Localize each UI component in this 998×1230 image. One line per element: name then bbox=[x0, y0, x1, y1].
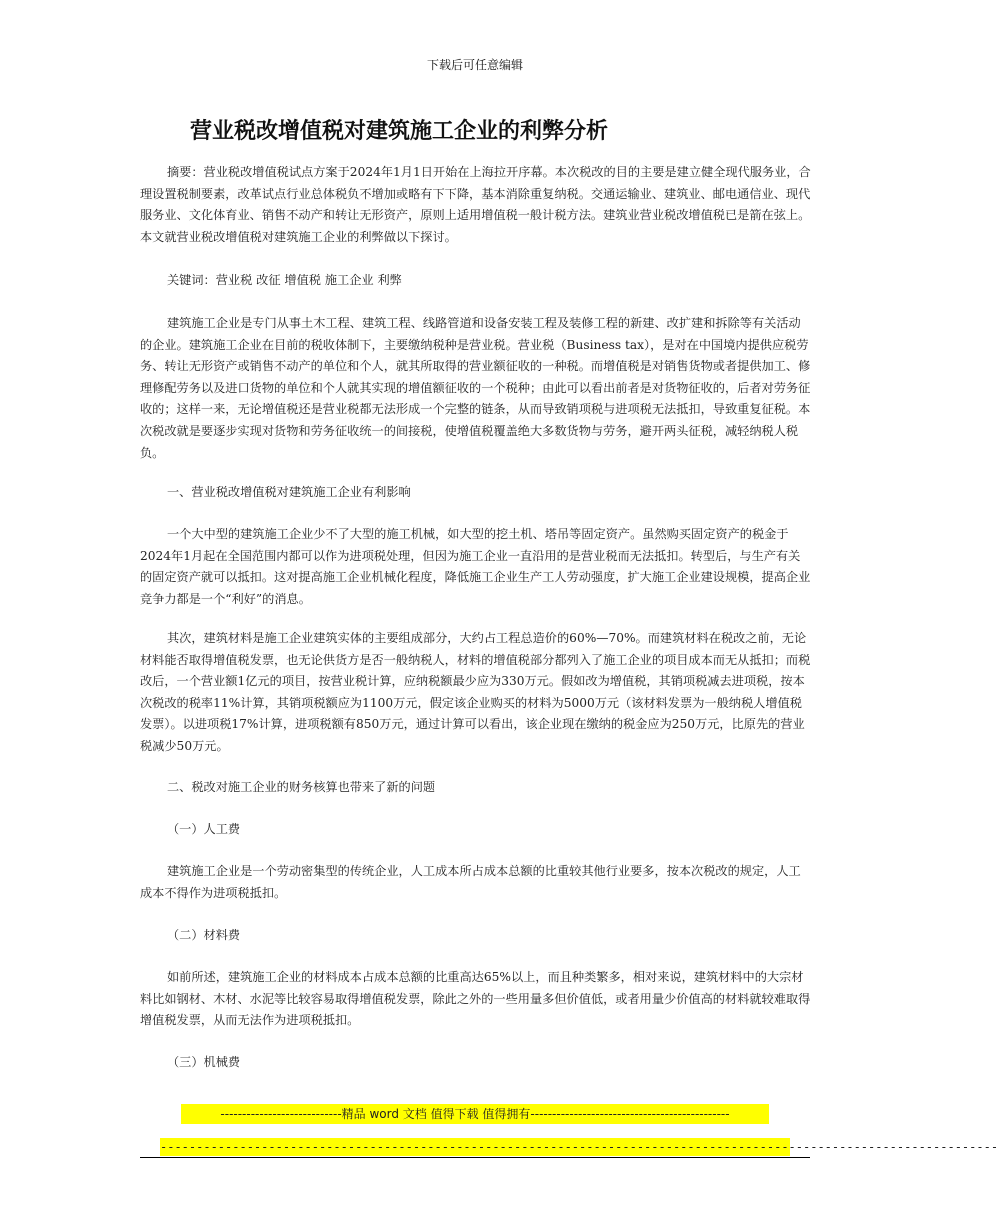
subsection-labor-heading: （一）人工费 bbox=[167, 822, 241, 836]
section2-heading: 二、税改对施工企业的财务核算也带来了新的问题 bbox=[167, 780, 436, 794]
keywords-line: 关键词：营业税 改征 增值税 施工企业 利弊 bbox=[167, 273, 402, 287]
subsection-machinery-heading: （三）机械费 bbox=[167, 1055, 241, 1069]
section1-paragraph-1: 一个大中型的建筑施工企业少不了大型的施工机械，如大型的挖土机、塔吊等固定资产。虽然购买固定资产的税金于2024年1月起在全国范围内都可以作为进项税处理，但因为施工企业一直沿用的是营业税而无法抵扣。转型后，与生产有关的固定资产就可以抵扣。这对提高施工企业机械化程度，降低施工企业生产工人劳动强度，扩大施工企业建设规模，提高企业竞争力都是一个“利好”的消息。 bbox=[140, 527, 811, 606]
section1-heading: 一、营业税改增值税对建筑施工企业有利影响 bbox=[167, 485, 411, 499]
intro-paragraph: 建筑施工企业是专门从事土木工程、建筑工程、线路管道和设备安装工程及装修工程的新建、改扩建和拆除等有关活动的企业。建筑施工企业在目前的税收体制下，主要缴纳税种是营业税。营业税（Business tax），是对在中国境内提供应税劳务、转让无形资产或销售不动产的单位和个人，就其所取得的营业额征收的一种税。而增值税是对销售货物或者提供加工、修理修配劳务以及进口货物的单位和个人就其实现的增值额征收的一个税种；由此可以看出前者是对货物征收的，后者对劳务征收的；这样一来，无论增值税还是营业税都无法形成一个完整的链条，从而导致销项税与进项税无法抵扣，导致重复征税。本次税改就是要逐步实现对货物和劳务征收统一的间接税，使增值税覆盖绝大多数货物与劳务，避开两头征税，减轻纳税人税负。 bbox=[140, 316, 811, 460]
section1-para1-block bbox=[140, 524, 812, 610]
intro-block bbox=[140, 313, 812, 464]
material-paragraph: 如前所述，建筑施工企业的材料成本占成本总额的比重高达65%以上，而且种类繁多，相对来说，建筑材料中的大宗材料比如钢材、木材、水泥等比较容易取得增值税发票，除此之外的一些用量多但价值低，或者用量少价值高的材料就较难取得增值税发票，从而无法作为进项税抵扣。 bbox=[140, 970, 811, 1028]
abstract-block bbox=[140, 162, 812, 248]
material-block bbox=[140, 967, 812, 1032]
header-note: 下载后可任意编辑 bbox=[426, 58, 523, 72]
document-title: 营业税改增值税对建筑施工企业的利弊分析 bbox=[190, 119, 609, 144]
labor-paragraph: 建筑施工企业是一个劳动密集型的传统企业，人工成本所占成本总额的比重较其他行业要多，按本次税改的规定，人工成本不得作为进项税抵扣。 bbox=[140, 864, 801, 900]
bottom-divider bbox=[140, 1157, 810, 1158]
labor-block bbox=[140, 861, 812, 904]
abstract-paragraph: 摘要：营业税改增值税试点方案于2024年1月1日开始在上海拉开序幕。本次税改的目的主要是建立健全现代服务业，合理设置税制要素，改革试点行业总体税负不增加或略有下下降，基本消除重复纳税。交通运输业、建筑业、邮电通信业、现代服务业、文化体育业、销售不动产和转让无形资产，原则上适用增值税一般计税方法。建筑业营业税改增值税已是箭在弦上。本文就营业税改增值税对建筑施工企业的利弊做以下探讨。 bbox=[140, 165, 811, 244]
footer-banner: ----------------------------精品 word 文档 值得下载 值得拥有---------------------------------------------- bbox=[181, 1104, 769, 1124]
footer-dash-line: -------------------------------------------------------------------------------------------------------------------- bbox=[160, 1140, 998, 1154]
section1-para2-block bbox=[140, 628, 812, 758]
section1-paragraph-2: 其次，建筑材料是施工企业建筑实体的主要组成部分，大约占工程总造价的60%—70%。而建筑材料在税改之前，无论材料能否取得增值税发票，也无论供货方是否一般纳税人，材料的增值税部分都列入了施工企业的项目成本而无从抵扣；而税改后，一个营业额1亿元的项目，按营业税计算，应纳税额最少应为330万元。假如改为增值税，其销项税减去进项税，按本次税改的税率11%计算，其销项税额应为1100万元，假定该企业购买的材料为5000万元（该材料发票为一般纳税人增值税发票）。以进项税17%计算，进项税额有850万元，通过计算可以看出，该企业现在缴纳的税金应为250万元，比原先的营业税减少50万元。 bbox=[140, 631, 811, 753]
subsection-material-heading: （二）材料费 bbox=[167, 928, 241, 942]
